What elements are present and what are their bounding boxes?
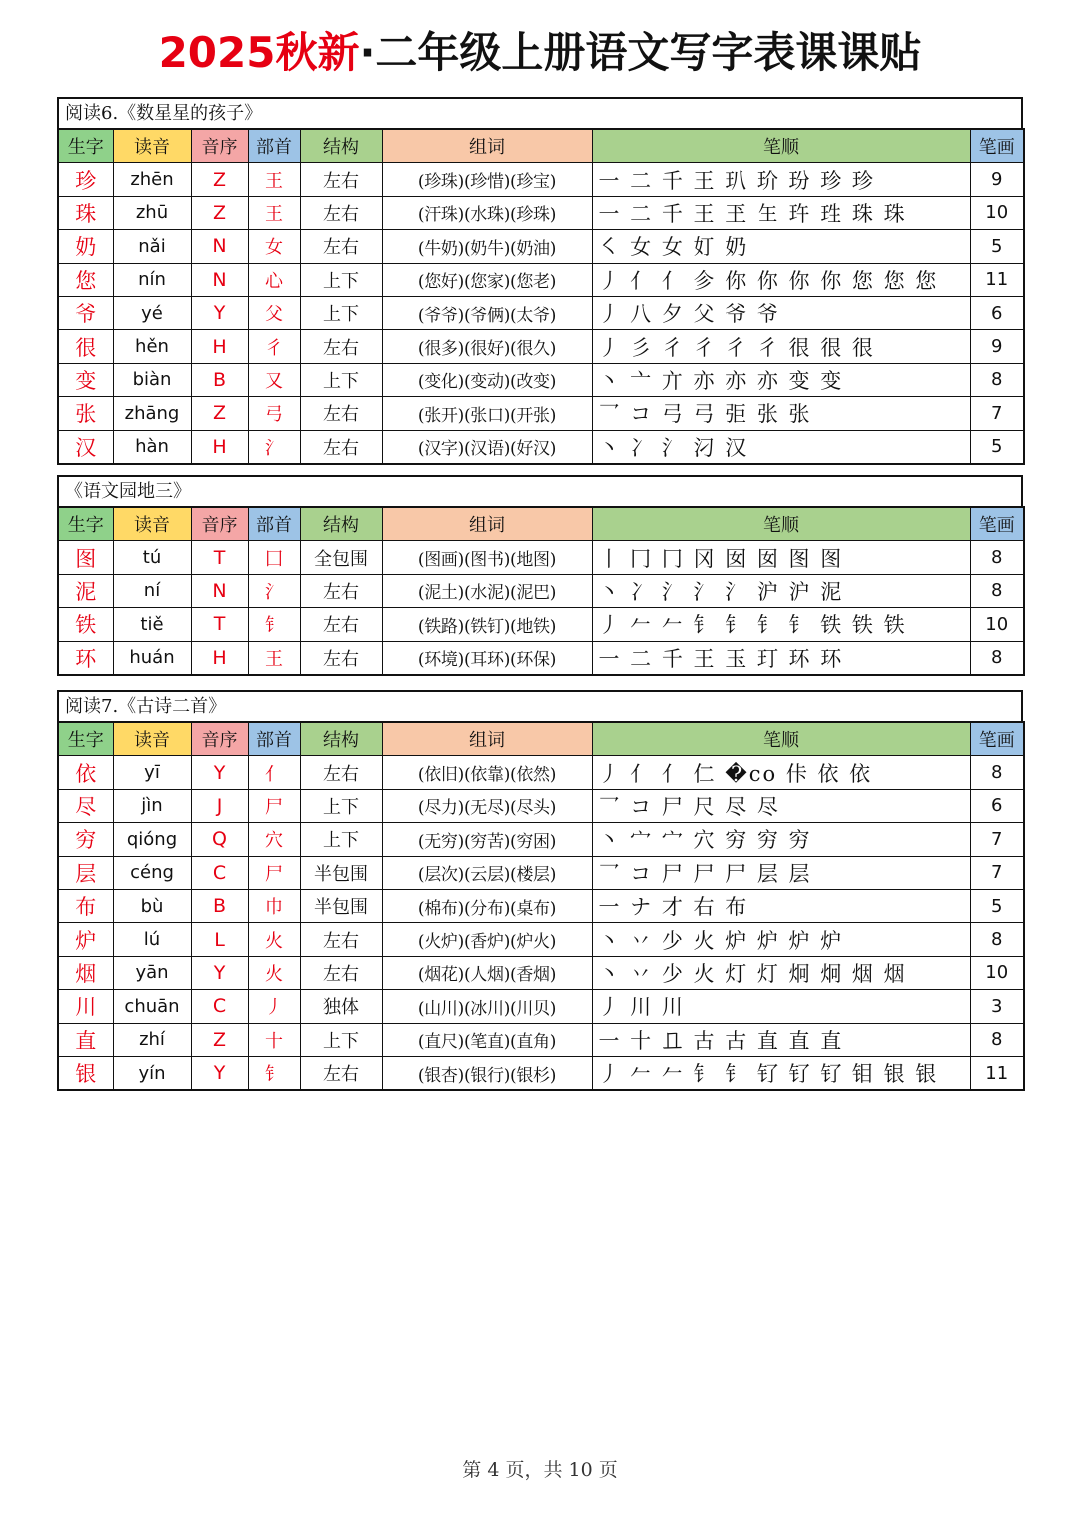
table-row <box>58 823 1024 856</box>
cell-radical: 火 <box>248 923 300 956</box>
cell-structure: 上下 <box>300 789 382 822</box>
header-radical: 部首 <box>248 722 300 756</box>
cell-words: (火炉)(香炉)(炉火) <box>382 923 592 956</box>
cell-pinyin: zhū <box>113 196 191 229</box>
header-structure: 结构 <box>300 129 382 163</box>
cell-index: Y <box>191 756 248 789</box>
cell-structure: 上下 <box>300 823 382 856</box>
cell-strokes: 乛 コ 弓 弓 弡 张 张 <box>592 397 970 430</box>
cell-radical: 十 <box>248 1023 300 1056</box>
cell-strokes: 丿 亻 亻 㐱 你 你 你 你 您 您 您 <box>592 263 970 296</box>
table-row <box>58 856 1024 889</box>
cell-char: 泥 <box>58 574 113 607</box>
cell-char: 张 <box>58 397 113 430</box>
table-row <box>58 541 1024 574</box>
cell-count: 7 <box>970 823 1024 856</box>
cell-index: L <box>191 923 248 956</box>
cell-count: 10 <box>970 196 1024 229</box>
header-pinyin: 读音 <box>113 722 191 756</box>
cell-pinyin: qióng <box>113 823 191 856</box>
header-words: 组词 <box>382 722 592 756</box>
table-row <box>58 608 1024 641</box>
cell-char: 穷 <box>58 823 113 856</box>
cell-count: 9 <box>970 330 1024 363</box>
cell-char: 尽 <box>58 789 113 822</box>
cell-strokes: 丶 冫 氵 汈 汉 <box>592 430 970 464</box>
header-structure: 结构 <box>300 507 382 541</box>
cell-structure: 全包围 <box>300 541 382 574</box>
cell-words: (图画)(图书)(地图) <box>382 541 592 574</box>
cell-index: H <box>191 430 248 464</box>
cell-strokes: 乛 コ 尸 尸 尸 层 层 <box>592 856 970 889</box>
cell-radical: 女 <box>248 230 300 263</box>
cell-pinyin: tú <box>113 541 191 574</box>
cell-words: (层次)(云层)(楼层) <box>382 856 592 889</box>
cell-words: (铁路)(铁钉)(地铁) <box>382 608 592 641</box>
cell-words: (依旧)(依靠)(依然) <box>382 756 592 789</box>
cell-pinyin: biàn <box>113 363 191 396</box>
cell-words: (泥土)(水泥)(泥巴) <box>382 574 592 607</box>
cell-strokes: 丶 丷 少 火 灯 灯 炯 炯 烟 烟 <box>592 956 970 989</box>
cell-structure: 上下 <box>300 263 382 296</box>
table-row <box>58 1056 1024 1090</box>
header-char: 生字 <box>58 129 113 163</box>
cell-words: (珍珠)(珍惜)(珍宝) <box>382 163 592 196</box>
cell-index: B <box>191 889 248 922</box>
cell-strokes: 丿 𠂉 𠂉 钅 钅 钌 钌 钌 钼 银 银 <box>592 1056 970 1090</box>
cell-radical: 弓 <box>248 397 300 430</box>
cell-radical: 王 <box>248 196 300 229</box>
cell-count: 8 <box>970 1023 1024 1056</box>
cell-strokes: 丿 八 夕 父 爷 爷 <box>592 296 970 329</box>
header-pinyin: 读音 <box>113 129 191 163</box>
cell-pinyin: zhí <box>113 1023 191 1056</box>
cell-char: 爷 <box>58 296 113 329</box>
cell-char: 您 <box>58 263 113 296</box>
cell-index: C <box>191 990 248 1023</box>
cell-radical: 父 <box>248 296 300 329</box>
cell-count: 11 <box>970 263 1024 296</box>
cell-char: 依 <box>58 756 113 789</box>
cell-structure: 上下 <box>300 296 382 329</box>
cell-count: 7 <box>970 856 1024 889</box>
cell-count: 8 <box>970 756 1024 789</box>
table-row <box>58 296 1024 329</box>
cell-structure: 左右 <box>300 641 382 675</box>
title-red-part: 2025秋新 <box>158 28 360 77</box>
cell-structure: 半包围 <box>300 889 382 922</box>
cell-pinyin: nín <box>113 263 191 296</box>
cell-char: 珍 <box>58 163 113 196</box>
cell-index: N <box>191 230 248 263</box>
cell-index: Z <box>191 163 248 196</box>
cell-radical: 尸 <box>248 789 300 822</box>
cell-structure: 上下 <box>300 363 382 396</box>
cell-char: 很 <box>58 330 113 363</box>
cell-count: 3 <box>970 990 1024 1023</box>
cell-words: (您好)(您家)(您老) <box>382 263 592 296</box>
cell-index: J <box>191 789 248 822</box>
cell-count: 8 <box>970 363 1024 396</box>
header-char: 生字 <box>58 507 113 541</box>
section-title: 阅读6.《数星星的孩子》 <box>57 97 1023 128</box>
table-row <box>58 1023 1024 1056</box>
cell-char: 汉 <box>58 430 113 464</box>
cell-strokes: 乛 コ 尸 尺 尽 尽 <box>592 789 970 822</box>
cell-radical: 尸 <box>248 856 300 889</box>
cell-count: 11 <box>970 1056 1024 1090</box>
cell-radical: 氵 <box>248 574 300 607</box>
cell-count: 8 <box>970 541 1024 574</box>
cell-index: N <box>191 263 248 296</box>
cell-index: H <box>191 641 248 675</box>
cell-strokes: 一 ナ 才 右 布 <box>592 889 970 922</box>
cell-char: 环 <box>58 641 113 675</box>
cell-char: 银 <box>58 1056 113 1090</box>
header-strokes: 笔顺 <box>592 129 970 163</box>
cell-words: (变化)(变动)(改变) <box>382 363 592 396</box>
table-row <box>58 956 1024 989</box>
header-index: 音序 <box>191 507 248 541</box>
cell-index: H <box>191 330 248 363</box>
table-header-row <box>58 129 1024 163</box>
cell-words: (环境)(耳环)(环保) <box>382 641 592 675</box>
cell-pinyin: jìn <box>113 789 191 822</box>
cell-radical: 囗 <box>248 541 300 574</box>
cell-words: (烟花)(人烟)(香烟) <box>382 956 592 989</box>
table-row <box>58 363 1024 396</box>
cell-structure: 左右 <box>300 608 382 641</box>
cell-pinyin: hàn <box>113 430 191 464</box>
cell-index: Y <box>191 296 248 329</box>
table-row <box>58 990 1024 1023</box>
cell-words: (尽力)(无尽)(尽头) <box>382 789 592 822</box>
cell-structure: 左右 <box>300 430 382 464</box>
table-row <box>58 574 1024 607</box>
cell-radical: 氵 <box>248 430 300 464</box>
cell-count: 9 <box>970 163 1024 196</box>
cell-count: 10 <box>970 956 1024 989</box>
cell-char: 奶 <box>58 230 113 263</box>
header-pinyin: 读音 <box>113 507 191 541</box>
cell-radical: 丿 <box>248 990 300 1023</box>
cell-count: 8 <box>970 641 1024 675</box>
cell-pinyin: huán <box>113 641 191 675</box>
header-words: 组词 <box>382 129 592 163</box>
cell-structure: 左右 <box>300 574 382 607</box>
cell-strokes: 丿 𠂉 𠂉 钅 钅 钅 钅 铁 铁 铁 <box>592 608 970 641</box>
table-row <box>58 263 1024 296</box>
header-radical: 部首 <box>248 507 300 541</box>
cell-count: 8 <box>970 574 1024 607</box>
cell-pinyin: zhāng <box>113 397 191 430</box>
table-row <box>58 230 1024 263</box>
cell-char: 布 <box>58 889 113 922</box>
table-row <box>58 889 1024 922</box>
cell-structure: 左右 <box>300 230 382 263</box>
cell-structure: 半包围 <box>300 856 382 889</box>
cell-pinyin: céng <box>113 856 191 889</box>
cell-index: Y <box>191 956 248 989</box>
cell-count: 10 <box>970 608 1024 641</box>
cell-structure: 上下 <box>300 1023 382 1056</box>
cell-words: (棉布)(分布)(桌布) <box>382 889 592 922</box>
cell-pinyin: yé <box>113 296 191 329</box>
cell-radical: 又 <box>248 363 300 396</box>
cell-strokes: 丶 宀 宀 穴 穷 穷 穷 <box>592 823 970 856</box>
character-table <box>57 128 1025 465</box>
cell-words: (银杏)(银行)(银杉) <box>382 1056 592 1090</box>
cell-words: (爷爷)(爷俩)(太爷) <box>382 296 592 329</box>
cell-strokes: ㇛ 女 女 奵 奶 <box>592 230 970 263</box>
cell-structure: 左右 <box>300 330 382 363</box>
cell-pinyin: bù <box>113 889 191 922</box>
table-row <box>58 430 1024 464</box>
header-count: 笔画 <box>970 129 1024 163</box>
cell-radical: 钅 <box>248 608 300 641</box>
cell-index: Z <box>191 196 248 229</box>
cell-structure: 左右 <box>300 956 382 989</box>
cell-pinyin: lú <box>113 923 191 956</box>
cell-words: (很多)(很好)(很久) <box>382 330 592 363</box>
cell-pinyin: zhēn <box>113 163 191 196</box>
cell-index: Z <box>191 397 248 430</box>
cell-strokes: 一 二 千 王 玐 玠 玢 珍 珍 <box>592 163 970 196</box>
table-row <box>58 923 1024 956</box>
cell-radical: 巾 <box>248 889 300 922</box>
header-words: 组词 <box>382 507 592 541</box>
cell-char: 珠 <box>58 196 113 229</box>
cell-count: 5 <box>970 230 1024 263</box>
table-row <box>58 397 1024 430</box>
cell-index: T <box>191 608 248 641</box>
cell-index: Y <box>191 1056 248 1090</box>
cell-index: T <box>191 541 248 574</box>
cell-char: 铁 <box>58 608 113 641</box>
header-structure: 结构 <box>300 722 382 756</box>
cell-structure: 左右 <box>300 1056 382 1090</box>
cell-structure: 独体 <box>300 990 382 1023</box>
table-row <box>58 196 1024 229</box>
character-table <box>57 721 1025 1091</box>
header-index: 音序 <box>191 722 248 756</box>
character-table <box>57 506 1025 676</box>
cell-pinyin: chuān <box>113 990 191 1023</box>
cell-structure: 左右 <box>300 923 382 956</box>
cell-pinyin: yān <box>113 956 191 989</box>
header-radical: 部首 <box>248 129 300 163</box>
cell-strokes: 丶 冫 氵 氵 氵 沪 沪 泥 <box>592 574 970 607</box>
cell-structure: 左右 <box>300 397 382 430</box>
header-strokes: 笔顺 <box>592 722 970 756</box>
header-count: 笔画 <box>970 507 1024 541</box>
cell-words: (山川)(冰川)(川贝) <box>382 990 592 1023</box>
table-row <box>58 330 1024 363</box>
cell-count: 8 <box>970 923 1024 956</box>
cell-index: Z <box>191 1023 248 1056</box>
cell-pinyin: ní <box>113 574 191 607</box>
cell-words: (汗珠)(水珠)(珍珠) <box>382 196 592 229</box>
cell-char: 烟 <box>58 956 113 989</box>
cell-pinyin: nǎi <box>113 230 191 263</box>
cell-structure: 左右 <box>300 196 382 229</box>
cell-radical: 亻 <box>248 756 300 789</box>
cell-char: 川 <box>58 990 113 1023</box>
cell-strokes: 一 二 千 王 玊 玍 玝 珄 珠 珠 <box>592 196 970 229</box>
title-black-part: ·二年级上册语文写字表课课贴 <box>359 28 922 77</box>
cell-count: 5 <box>970 430 1024 464</box>
cell-index: C <box>191 856 248 889</box>
section-chinese-garden-3 <box>57 475 1023 676</box>
cell-strokes: 丿 彡 彳 彳 彳 彳 很 很 很 <box>592 330 970 363</box>
cell-count: 7 <box>970 397 1024 430</box>
table-row <box>58 163 1024 196</box>
header-count: 笔画 <box>970 722 1024 756</box>
cell-index: B <box>191 363 248 396</box>
section-title: 阅读7.《古诗二首》 <box>57 690 1023 721</box>
cell-radical: 王 <box>248 163 300 196</box>
cell-radical: 火 <box>248 956 300 989</box>
cell-radical: 彳 <box>248 330 300 363</box>
header-strokes: 笔顺 <box>592 507 970 541</box>
header-index: 音序 <box>191 129 248 163</box>
cell-structure: 左右 <box>300 756 382 789</box>
table-row <box>58 756 1024 789</box>
page-title <box>0 20 1080 86</box>
cell-strokes: 丿 亻 亻 仁 �co 佧 依 依 <box>592 756 970 789</box>
cell-strokes: 一 二 千 王 玉 玎 环 环 <box>592 641 970 675</box>
header-char: 生字 <box>58 722 113 756</box>
cell-count: 6 <box>970 296 1024 329</box>
cell-words: (汉字)(汉语)(好汉) <box>382 430 592 464</box>
cell-structure: 左右 <box>300 163 382 196</box>
table-row <box>58 641 1024 675</box>
cell-pinyin: yín <box>113 1056 191 1090</box>
cell-strokes: 丨 冂 冂 冈 囡 囡 图 图 <box>592 541 970 574</box>
cell-radical: 心 <box>248 263 300 296</box>
cell-pinyin: yī <box>113 756 191 789</box>
cell-pinyin: hěn <box>113 330 191 363</box>
cell-char: 图 <box>58 541 113 574</box>
cell-words: (张开)(张口)(开张) <box>382 397 592 430</box>
cell-count: 5 <box>970 889 1024 922</box>
cell-words: (无穷)(穷苦)(穷困) <box>382 823 592 856</box>
cell-char: 直 <box>58 1023 113 1056</box>
cell-char: 炉 <box>58 923 113 956</box>
section-reading-6 <box>57 97 1023 465</box>
cell-strokes: 丶 丷 少 火 炉 炉 炉 炉 <box>592 923 970 956</box>
section-title: 《语文园地三》 <box>57 475 1023 506</box>
table-header-row <box>58 507 1024 541</box>
cell-char: 层 <box>58 856 113 889</box>
cell-count: 6 <box>970 789 1024 822</box>
cell-words: (直尺)(笔直)(直角) <box>382 1023 592 1056</box>
cell-radical: 穴 <box>248 823 300 856</box>
section-reading-7 <box>57 690 1023 1091</box>
cell-radical: 王 <box>248 641 300 675</box>
cell-index: N <box>191 574 248 607</box>
cell-strokes: 丿 川 川 <box>592 990 970 1023</box>
table-row <box>58 789 1024 822</box>
cell-words: (牛奶)(奶牛)(奶油) <box>382 230 592 263</box>
table-header-row <box>58 722 1024 756</box>
cell-strokes: 丶 亠 亣 亦 亦 亦 变 变 <box>592 363 970 396</box>
cell-radical: 钅 <box>248 1056 300 1090</box>
cell-pinyin: tiě <box>113 608 191 641</box>
cell-char: 变 <box>58 363 113 396</box>
cell-strokes: 一 十 𠀃 古 古 直 直 直 <box>592 1023 970 1056</box>
page-footer: 第 4 页，共 10 页 <box>462 1459 618 1481</box>
cell-index: Q <box>191 823 248 856</box>
